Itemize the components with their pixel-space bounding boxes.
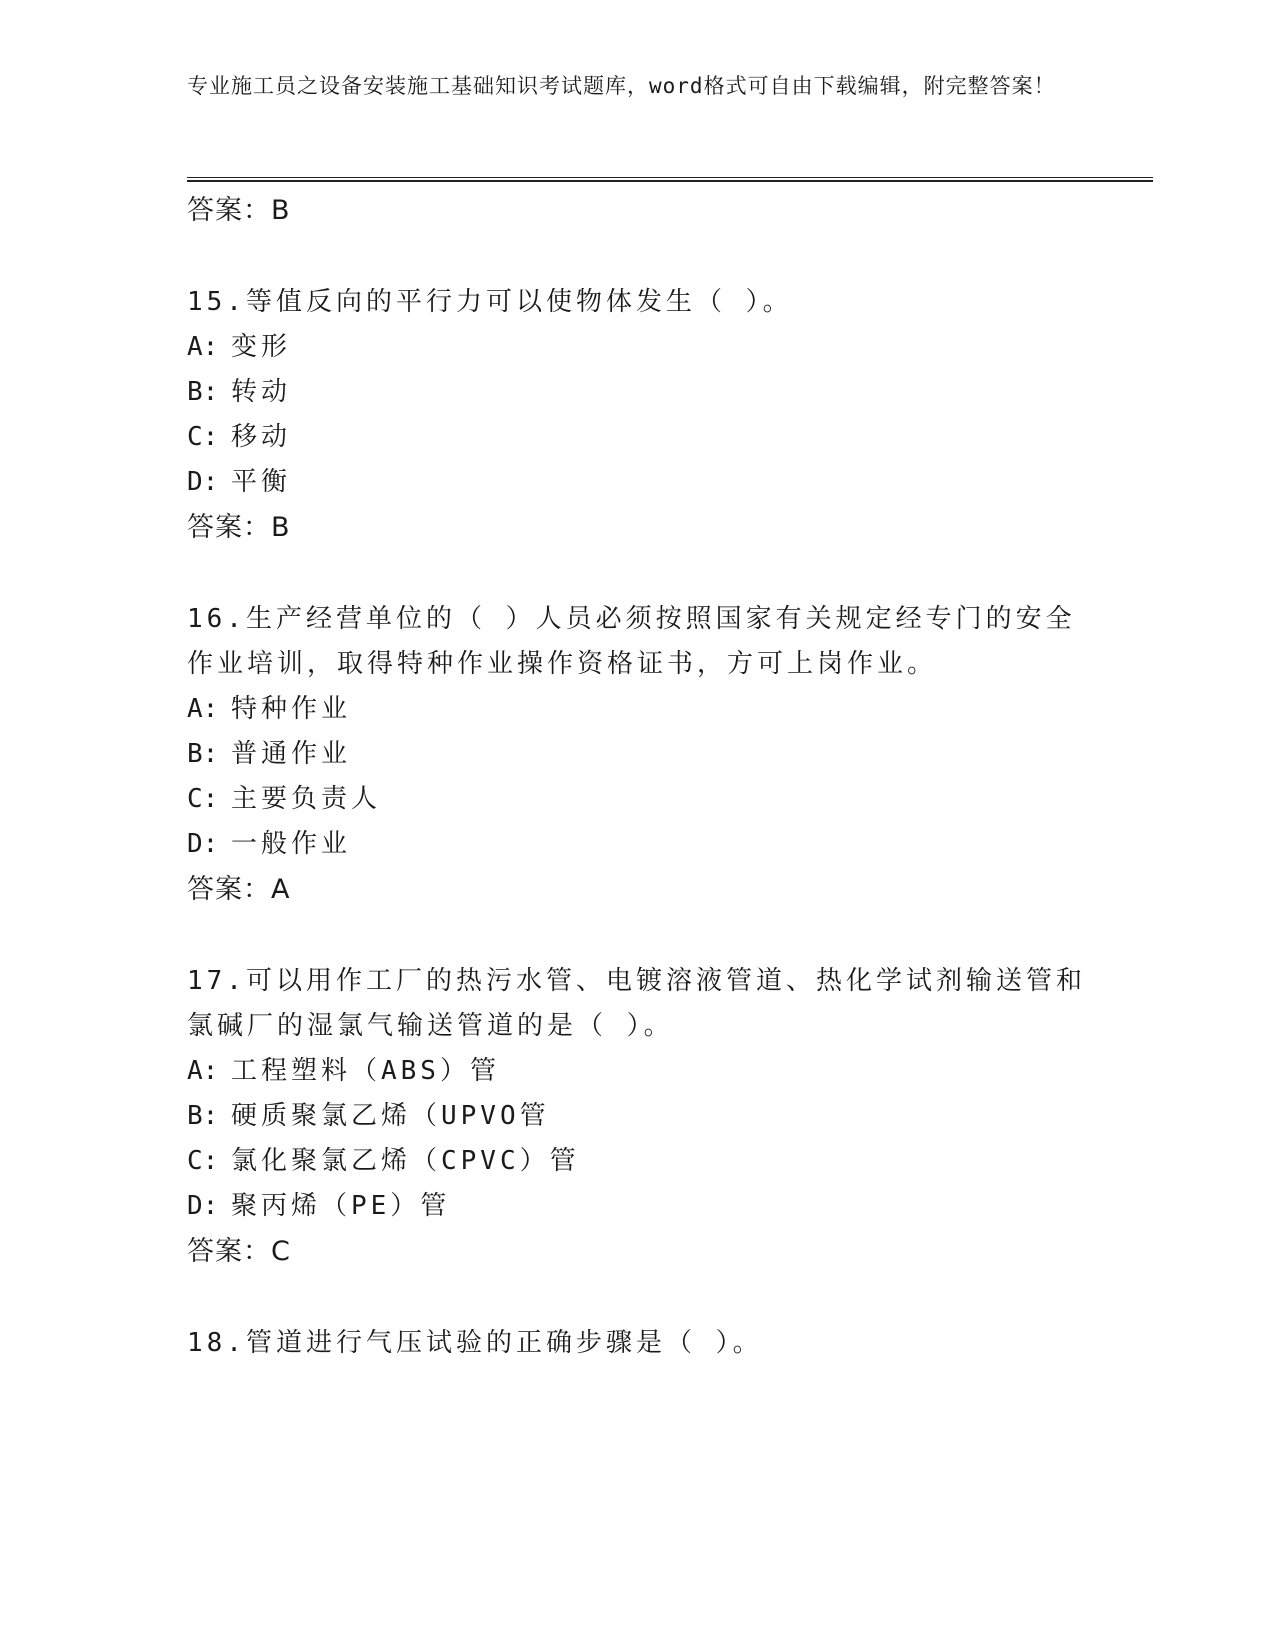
option-c [187, 777, 1087, 822]
option-c [187, 1139, 1087, 1184]
answer-label: 答案： [187, 1236, 271, 1267]
spacer [187, 913, 1087, 959]
option-b [187, 1094, 1087, 1139]
option-key: D: [187, 829, 219, 859]
option-text: 普通作业 [231, 739, 352, 769]
question-text: 生产经营单位的（ ）人员必须按照国家有关规定经专门的安全作业培训，取得特种作业操作资格证书，方可上岗作业。 [187, 604, 1076, 679]
option-text: 工程塑料（ABS）管 [231, 1056, 500, 1086]
option-text: 一般作业 [231, 829, 352, 859]
option-key: B: [187, 739, 219, 769]
option-d [187, 1184, 1087, 1229]
option-key: D: [187, 467, 219, 497]
option-d [187, 822, 1087, 867]
option-text: 特种作业 [231, 694, 352, 724]
answer-value: C [271, 1236, 291, 1267]
option-text: 转动 [231, 377, 292, 407]
answer-line [187, 505, 1087, 551]
option-key: D: [187, 1191, 219, 1221]
option-key: C: [187, 784, 219, 814]
header-divider-thick [187, 180, 1153, 182]
answer-value: A [271, 874, 291, 905]
option-d [187, 460, 1087, 505]
question-text: 管道进行气压试验的正确步骤是（ ）。 [245, 1328, 763, 1358]
spacer [187, 1275, 1087, 1321]
question-number: 17. [187, 966, 246, 996]
option-a [187, 1049, 1087, 1094]
answer-label: 答案： [187, 195, 271, 226]
option-key: C: [187, 422, 219, 452]
answer-line [187, 867, 1087, 913]
option-b [187, 732, 1087, 777]
spacer [187, 234, 1087, 280]
document-header [187, 70, 1067, 103]
option-key: A: [187, 694, 219, 724]
option-text: 硬质聚氯乙烯（UPVO管 [231, 1101, 550, 1131]
option-text: 氯化聚氯乙烯（CPVC）管 [231, 1146, 580, 1176]
spacer [187, 551, 1087, 597]
option-key: B: [187, 1101, 219, 1131]
option-key: A: [187, 1056, 219, 1086]
question-text: 可以用作工厂的热污水管、电镀溶液管道、热化学试剂输送管和氯碱厂的湿氯气输送管道的是（ ）。 [187, 966, 1086, 1041]
option-key: A: [187, 332, 219, 362]
option-text: 主要负责人 [231, 784, 382, 814]
question-17 [187, 959, 1087, 1049]
header-text: 专业施工员之设备安装施工基础知识考试题库，word格式可自由下载编辑，附完整答案！ [187, 74, 1056, 98]
answer-line [187, 188, 1087, 234]
question-number: 18. [187, 1328, 246, 1358]
option-a [187, 325, 1087, 370]
question-text: 等值反向的平行力可以使物体发生（ ）。 [245, 287, 793, 317]
option-key: B: [187, 377, 219, 407]
answer-value: B [271, 195, 291, 226]
option-c [187, 415, 1087, 460]
question-15 [187, 280, 1087, 325]
option-a [187, 687, 1087, 732]
option-text: 移动 [231, 422, 292, 452]
option-b [187, 370, 1087, 415]
answer-label: 答案： [187, 874, 271, 905]
question-content [187, 188, 1087, 1366]
option-text: 平衡 [231, 467, 292, 497]
question-18 [187, 1321, 1087, 1366]
answer-line [187, 1229, 1087, 1275]
answer-label: 答案： [187, 512, 271, 543]
question-number: 15. [187, 287, 246, 317]
option-text: 变形 [231, 332, 292, 362]
option-text: 聚丙烯（PE）管 [231, 1191, 451, 1221]
question-number: 16. [187, 604, 246, 634]
option-key: C: [187, 1146, 219, 1176]
answer-value: B [271, 512, 291, 543]
question-16 [187, 597, 1087, 687]
header-divider-thin [187, 177, 1153, 178]
